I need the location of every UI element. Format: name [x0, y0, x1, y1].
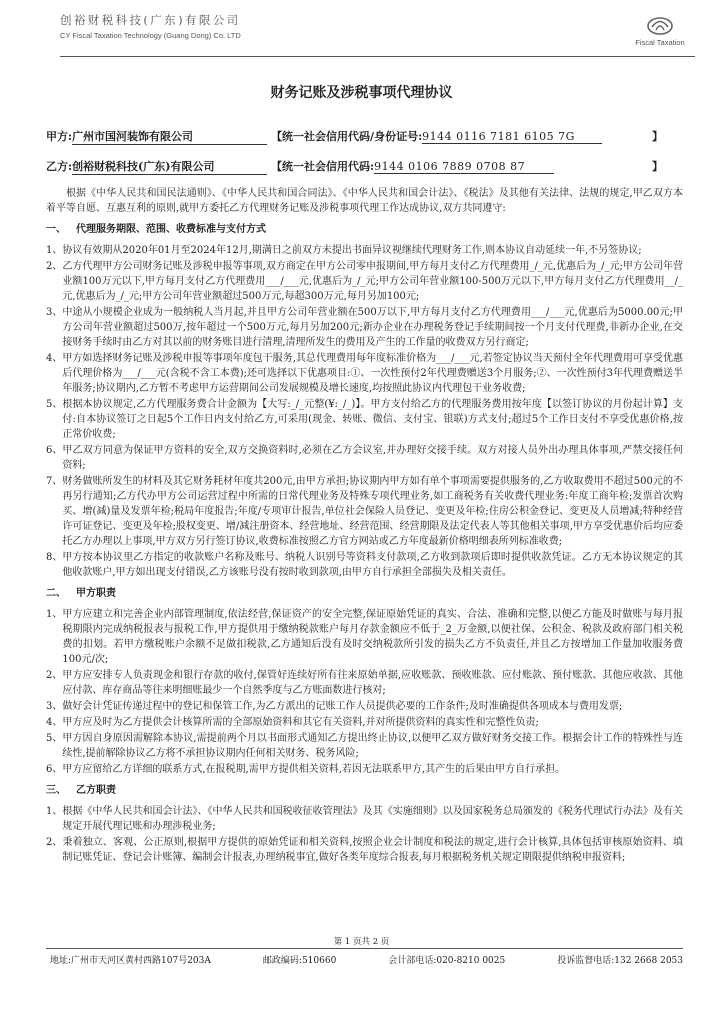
section-2-title: 甲方职责 — [76, 588, 116, 599]
party-b-name: 创裕财税科技(广东)有限公司 — [72, 158, 267, 175]
section-1-number: 一、 — [46, 224, 66, 235]
clause-2-5: 5、 甲方因自身原因需解除本协议,需提前两个月以书面形式通知乙方提出终止协议,以便甲乙双方做好财务交接工作。根据会计工作的特殊性与连续性,提前解除协议乙方将不承担协议期内任何相关财务、税务风险; — [46, 733, 683, 759]
party-a-code: 9144 0116 7181 6105 7G — [422, 130, 602, 144]
section-3-number: 三、 — [46, 785, 66, 796]
footer-address: 地址:广州市天河区黄村西路107号203A — [50, 956, 211, 966]
section-2-heading — [46, 586, 683, 601]
clause-1-5: 5、 根据本协议规定,乙方代理服务费合计金额为【大写:_/_元整(¥:_/_)】。甲方支付给乙方的代理服务费用按年度【以签订协议的月份起计算】支付:自本协议签订之日起5个工作日内支付给乙方,可采用(现金、转账、微信、支付宝、银联)方式支付;超过5个工作日支付不享受优惠价格,按正常价收费; — [46, 399, 683, 440]
clause-1-8: 8、 甲方按本协议里乙方指定的收款账户名称及账号、纳税人识别号等资料支付款项,乙方收到款项后即时提供收款凭证。乙方无本协议规定的其他收款账户,甲方如出现支付错误,乙方该账号没有按时收到款项,由甲方自行承担全部损失及相关责任。 — [46, 552, 683, 578]
agreement-body — [46, 186, 683, 866]
section-3-title: 乙方职责 — [76, 785, 116, 796]
letterhead — [60, 12, 241, 40]
clause-1-2: 2、 乙方代理甲方公司财务记账及涉税申报等事项,双方商定在甲方公司零申报期间,甲方每月支付乙方代理费用_/_元,优惠后为_/_元;甲方公司年营业额100万元以下,甲方每月支付乙方代理费用___/___元,优惠后为_/_元;甲方公司年营业额100-500万元以下,甲方每月支付乙方代理费用__/_元,优惠后为_/_元;甲方公司年营业额超过500万元,每超300万元,每月另加100元; — [46, 261, 683, 302]
clause-2-2: 2、 甲方应安排专人负责现金和银行存款的收付,保管好连续好所有往来原始单据,应收账款、预收账款、应付账款、预付账款、其他应收款、其他应付款、库存商品等往来明细账最少一个自然季度与乙方账面数进行核对; — [46, 670, 683, 696]
intro-paragraph: 根据《中华人民共和国民法通则》、《中华人民共和国合同法》、《中华人民共和国会计法》、《税法》及其他有关法律、法规的规定,甲乙双方本着平等自愿、互惠互利的原则,就甲方委托乙方代理财务记账及涉税事项代理工作达成协议,双方共同遵守: — [46, 188, 683, 214]
document-title: 财务记账及涉税事项代理协议 — [270, 85, 453, 101]
party-a-bracket: 】 — [652, 130, 663, 143]
clause-1-6: 6、 甲乙双方同意为保证甲方资料的安全,双方交换资料时,必须在乙方会议室,并办理好交接手续。双方对接人员外出办理具体事项,严禁交接任何资料; — [46, 445, 683, 471]
party-a-code-label: 【统一社会信用代码/身份证号: — [271, 130, 423, 143]
clause-2-4: 4、 甲方应及时为乙方提供会计核算所需的全部原始资料和其它有关资料,并对所提供资料的真实性和完整性负责; — [46, 717, 539, 728]
section-1-heading — [46, 222, 683, 237]
header-divider — [60, 56, 695, 57]
clause-2-6: 6、 甲方应留给乙方详细的联系方式,在报税期,需甲方提供相关资料,若因无法联系甲方,其产生的后果由甲方自行承担。 — [46, 764, 566, 775]
footer-postcode: 邮政编码:510660 — [262, 956, 337, 966]
party-a-label: 甲方: — [46, 130, 73, 143]
section-2-number: 二、 — [46, 588, 66, 599]
clause-2-3: 3、 做好会计凭证传递过程中的登记和保管工作,为乙方派出的记账工作人员提供必要的工作条件;及时准确提供各项成本与费用发票; — [46, 701, 623, 712]
footer-phone: 会计部电话:020-8210 0025 — [388, 956, 506, 966]
party-a-line — [46, 128, 663, 145]
footer-supervise-phone: 投诉监督电话:132 2668 2053 — [557, 956, 683, 966]
clause-1-4: 4、 甲方如选择财务记账及涉税申报等事项年度包干服务,其总代理费用每年度标准价格为___/___元,若签定协议当天预付全年代理费用可享受优惠后代理价格为___/___元(含税不含工本费);还可选择以下优惠项目:①、一次性预付2年代理费赠送3个月服务;②、一次性预付3年代理费赠送半年服务;协议期内,乙方暂不考虑甲方运营期间公司发展规模及增长速度,均按照此协议内代理包干业务收费; — [46, 353, 683, 394]
party-b-bracket: 】 — [652, 160, 663, 173]
party-b-code: 9144 0106 7889 0708 87 — [374, 160, 554, 174]
party-b-label: 乙方: — [46, 160, 73, 173]
logo-caption: Fiscal Taxation — [635, 38, 685, 47]
clause-2-1: 1、 甲方应建立和完善企业内部管理制度,依法经营,保证资产的安全完整,保证原始凭证的真实、合法、准确和完整,以便乙方能及时做账与每月报税期限内完成纳税报表与报税工作,甲方提供用于缴纳税款账户每月存款金额应不低于_2_万金额,以便社保、公积金、税款及政府部门相关税费的扣划。若甲方缴税账户余额不足做扣税款,乙方通知后没有及时交纳税款所引发的损失乙方不负责任,并且乙方按增加工作量加收服务费100元/次; — [46, 609, 683, 665]
company-name-cn: 创裕财税科技(广东)有限公司 — [60, 13, 241, 27]
section-1-title: 代理服务期限、范围、收费标准与支付方式 — [76, 224, 266, 235]
clause-1-7: 7、 财务做账所发生的材料及其它财务耗材年度共200元,由甲方承担;协议期内甲方如有单个事项需要提供服务的,乙方收取费用不超过500元的不再另行通知;乙方代办甲方公司运营过程中所需的日常代理业务及特殊专项代理业务,如工商税务有关收费代理业务:年度工商年检;发票首次购买、增(减)量及发票年检;税局年度报告;年度/专项审计报告,单位社会保险人员登记、变更及年检;住房公积金登记、变更及人员增减;特种经营许可证登记、变更及年检;股权变更、增/减注册资本、经营地址、经营范围、经营期限及法定代表人等其他相关事项,甲方享受优惠价后均应委托乙方办理以上事项,甲方双方另行签订协议,收费标准按照乙方官方网站或乙方年度最新价格明细表所列标准收费; — [46, 476, 683, 547]
clause-3-2: 2、 秉着独立、客观、公正原则,根据甲方提供的原始凭证和相关资料,按照企业会计制度和税法的规定,进行会计核算,具体包括审核原始资料、填制记账凭证、登记会计账簿、编制会计报表,办理纳税事宜,做好各类年度综合报表,每月根据税务机关规定期限提供纳税申报资料; — [46, 837, 683, 863]
logo-icon — [646, 14, 674, 36]
party-a-name: 广州市国河装饰有限公司 — [72, 128, 267, 145]
clause-1-3: 3、 中途从小规模企业成为一般纳税人当月起,并且甲方公司年营业额在500万以下,甲方每月支付乙方代理费用___/___元,优惠后为5000.00元;甲方公司年营业额超过500万,按年超过一个500万元,每月另加200元;新办企业在办理税务登记手续期间按一个月支付代理费,非新办企业,在交接财务手续时由乙方对其以前的财务账目进行清理,清理所发生的费用及产生的工作量的收费双方另行商定; — [46, 307, 683, 348]
clause-3-1: 1、 根据《中华人民共和国会计法》、《中华人民共和国税收征收管理法》及其《实施细则》以及国家税务总局颁发的《税务代理试行办法》及有关规定开展代理记账和办理涉税业务; — [46, 806, 683, 832]
party-b-code-label: 【统一社会信用代码: — [271, 160, 375, 173]
section-3-heading — [46, 783, 683, 798]
company-name-en: CY Fiscal Taxation Technology (Guang Dong) Co. LTD — [60, 31, 241, 40]
footer — [50, 953, 683, 966]
clause-1-1: 1、 协议有效期从2020年01月至2024年12月,期满日之前双方未提出书面异议视继续代理财务工作,则本协议自动延续一年,不另签协议; — [46, 245, 642, 256]
logo-block — [625, 14, 695, 47]
page-number: 第 1 页共 2 页 — [333, 937, 390, 947]
party-b-line — [46, 158, 663, 175]
footer-divider — [46, 948, 683, 949]
